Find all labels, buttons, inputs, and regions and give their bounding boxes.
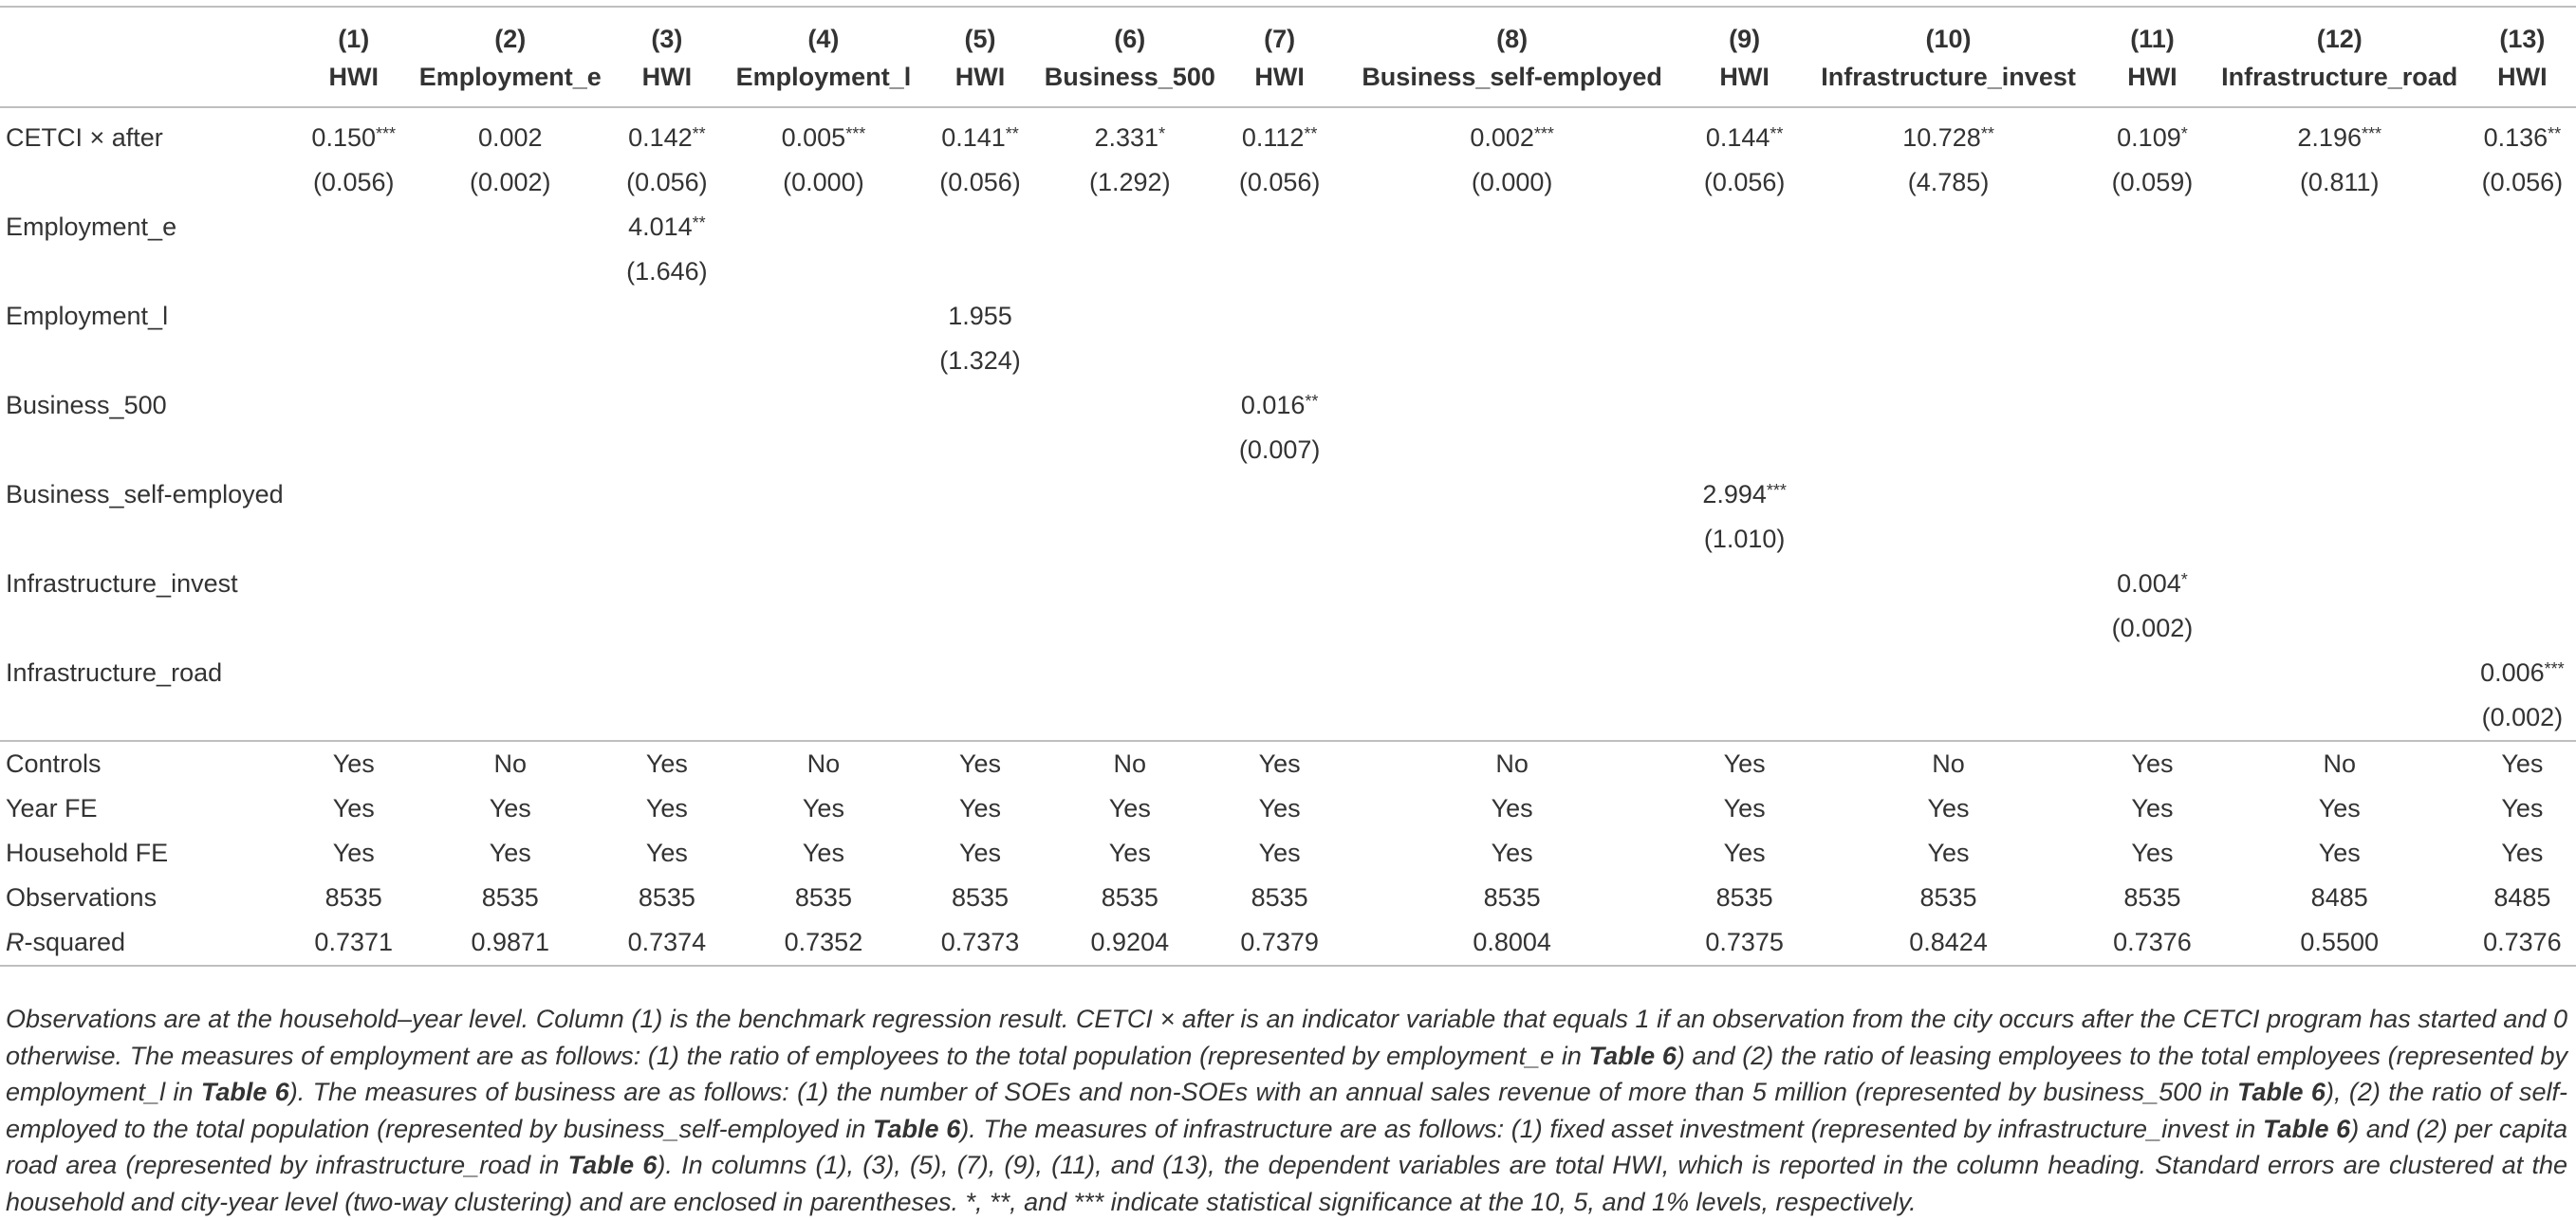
se-cell: (1.010) [1703,525,1786,553]
value-cell: 8535 [794,883,852,912]
table-row [0,920,2576,966]
table-row [0,294,2576,339]
table-row [0,517,2576,562]
coef-cell: 4.014** [628,213,706,241]
value-cell: Yes [1686,741,1803,786]
value-cell: 0.7352 [725,920,922,966]
value-cell: Yes [2469,741,2576,786]
se-cell: (0.000) [783,168,864,196]
value-cell: 0.7371 [295,920,412,966]
value-cell: Yes [1108,839,1151,867]
row-label: CETCI × after [6,123,163,152]
value-cell: 0.5500 [2211,920,2469,966]
se-cell: (0.056) [1703,168,1786,196]
value-cell: 8535 [951,883,1010,912]
table-row [0,428,2576,472]
dependent-variable: Employment_l [735,63,912,91]
table-row [0,786,2576,831]
table-row [0,205,2576,250]
table-reference: Table 6 [873,1114,961,1143]
row-label: Business_500 [6,391,167,419]
coef-cell: 2.331* [1094,123,1166,152]
se-cell: (0.002) [2111,614,2194,642]
column-number: (6) [1114,25,1146,53]
table-row [0,250,2576,294]
value-cell: 8535 [1483,883,1541,912]
value-cell: 8535 [324,883,382,912]
coef-cell: 0.136** [2483,123,2562,152]
value-cell: 0.7374 [609,920,726,966]
table-row [0,339,2576,383]
value-cell: Yes [2318,839,2361,867]
value-cell: Yes [332,839,375,867]
table-reference: Table 6 [567,1151,658,1179]
value-cell: Yes [2501,839,2544,867]
value-cell: Yes [645,839,688,867]
coef-cell: 0.142** [628,123,706,152]
se-cell: (0.056) [939,168,1021,196]
table-reference: Table 6 [2237,1078,2326,1106]
value-cell: Yes [1221,741,1338,786]
value-cell: No [1338,741,1687,786]
table-row [0,107,2576,160]
value-cell: Yes [802,794,844,823]
se-cell: (0.002) [470,168,551,196]
header-stub [0,55,295,107]
se-cell: (4.785) [1907,168,1990,196]
column-number: (8) [1496,25,1529,53]
value-cell: Yes [1258,794,1301,823]
dependent-variable: Infrastructure_road [2221,63,2458,91]
table-body [0,107,2576,966]
value-cell: Yes [489,839,531,867]
row-label: Employment_e [6,213,177,241]
value-cell: Yes [2131,794,2174,823]
value-cell: 8535 [1251,883,1308,912]
table-header [0,7,2576,107]
coef-cell: 0.006*** [2480,658,2565,687]
dependent-variable-row [0,55,2576,107]
row-label: Year FE [6,794,98,823]
column-number: (12) [2316,25,2363,53]
value-cell: 0.8004 [1338,920,1687,966]
coef-cell: 0.004* [2117,569,2188,598]
table-footnote: Observations are at the household–year level. Column (1) is the benchmark regression result. CETCI × after is an indicator variable that equals 1 if an observation from the city occurs after the CETCI program has started and 0 otherwise. The measures of employment are as follows: (1) the ratio of employees to the total population (represented by employment_e in Table 6) and (2) the ratio of leasing employees to the total employees (represented by employment_l in Table 6). The measures of business are as follows: (1) the number of SOEs and non-SOEs with an annual sales revenue of more than 5 million (represented by business_500 in Table 6), (2) the ratio of self-employed to the total population (represented by business_self-employed in Table 6). The measures of infrastructure are as follows: (1) fixed asset investment (represented by infrastructure_invest in Table 6) and (2) per capita road area (represented by infrastructure_road in Table 6). In columns (1), (3), (5), (7), (9), (11), and (13), the dependent variables are total HWI, which is reported in the column heading. Standard errors are clustered at the household and city-year level (two-way clustering) and are enclosed in parentheses. *, **, and *** indicate statistical significance at the 10, 5, and 1% levels, respectively. [6,1005,2567,1216]
column-number: (7) [1264,25,1296,53]
value-cell: Yes [609,741,726,786]
value-cell: Yes [958,794,1002,823]
column-number: (3) [651,25,683,53]
column-number: (10) [1925,25,1972,53]
value-cell: Yes [1927,794,1970,823]
dependent-variable: Business_500 [1044,63,1215,91]
column-number: (9) [1729,25,1761,53]
coef-cell: 0.150*** [311,123,397,152]
value-cell: 8485 [2310,883,2368,912]
value-cell: Yes [1108,794,1151,823]
value-cell: 8535 [1919,883,1977,912]
value-cell: Yes [295,741,412,786]
value-cell: 8535 [1101,883,1158,912]
row-label: Employment_l [6,302,169,330]
column-number: (2) [494,25,527,53]
se-cell: (0.056) [626,168,708,196]
coef-cell: 2.994*** [1702,480,1787,508]
se-cell: (0.811) [2299,168,2380,196]
dependent-variable: HWI [328,63,379,91]
value-cell: No [1803,741,2094,786]
se-cell: (1.292) [1089,168,1171,196]
coef-cell: 0.144** [1705,123,1784,152]
value-cell: No [412,741,609,786]
dependent-variable: HWI [954,63,1006,91]
column-number: (13) [2499,25,2546,53]
se-cell: (1.324) [939,346,1021,375]
coef-cell: 10.728** [1902,123,1994,152]
value-cell: 8535 [1715,883,1773,912]
dependent-variable: Employment_e [418,63,602,91]
value-cell: Yes [1258,839,1301,867]
value-cell: Yes [802,839,844,867]
column-number: (4) [807,25,840,53]
table-reference: Table 6 [1588,1041,1677,1070]
coef-cell: 0.141** [941,123,1019,152]
value-cell: Yes [922,741,1039,786]
value-cell: 8535 [638,883,695,912]
row-label: Observations [6,883,158,912]
table-row [0,606,2576,651]
value-cell: Yes [489,794,531,823]
value-cell: 8485 [2493,883,2551,912]
table-row [0,876,2576,920]
value-cell: 0.7379 [1221,920,1338,966]
table-reference: Table 6 [2262,1114,2351,1143]
table-reference: Table 6 [200,1078,289,1106]
regression-table [0,6,2576,967]
se-cell: (0.056) [312,168,395,196]
value-cell: Yes [645,794,688,823]
value-cell: Yes [2501,794,2544,823]
table-row [0,472,2576,517]
se-cell: (0.056) [1238,168,1321,196]
column-number-row [0,7,2576,55]
value-cell: Yes [2131,839,2174,867]
dependent-variable: Business_self-employed [1362,63,1662,91]
coef-cell: 0.005*** [781,123,866,152]
dependent-variable: HWI [2127,63,2178,91]
value-cell: 8535 [481,883,539,912]
table-row [0,741,2576,786]
se-cell: (0.002) [2481,703,2564,731]
column-number: (1) [338,25,370,53]
value-cell: Yes [1723,794,1766,823]
se-cell: (0.059) [2111,168,2194,196]
se-cell: (0.007) [1238,435,1321,464]
row-label: Household FE [6,839,169,867]
value-cell: 8535 [2123,883,2181,912]
value-cell: 0.7373 [922,920,1039,966]
coef-cell: 0.112** [1241,123,1318,152]
dependent-variable: Infrastructure_invest [1821,63,2076,91]
value-cell: No [1038,741,1221,786]
row-label: Business_self-employed [6,480,284,508]
value-cell: Yes [332,794,375,823]
table-row [0,651,2576,695]
dependent-variable: HWI [1719,63,1770,91]
value-cell: 0.8424 [1803,920,2094,966]
value-cell: Yes [1491,839,1533,867]
row-label: Controls [0,741,295,786]
coef-cell: 0.109* [2117,123,2188,152]
value-cell: Yes [1491,794,1533,823]
value-cell: Yes [958,839,1002,867]
row-label: Infrastructure_road [6,658,223,687]
se-cell: (0.000) [1471,168,1553,196]
value-cell: Yes [1927,839,1970,867]
column-number: (11) [2130,25,2175,53]
coef-cell: 2.196*** [2297,123,2381,152]
se-cell: (1.646) [626,257,708,286]
se-cell: (0.056) [2481,168,2564,196]
value-cell: 0.7375 [1686,920,1803,966]
table-row [0,160,2576,205]
table-row [0,383,2576,428]
value-cell: 0.9204 [1038,920,1221,966]
row-label: R-squared [0,920,295,966]
header-stub [0,7,295,55]
value-cell: No [2211,741,2469,786]
coef-cell: 0.002 [478,123,543,152]
dependent-variable: HWI [2497,63,2548,91]
value-cell: No [725,741,922,786]
table-row [0,562,2576,606]
value-cell: Yes [1723,839,1766,867]
value-cell: Yes [2318,794,2361,823]
coef-cell: 0.002*** [1470,123,1554,152]
dependent-variable: HWI [1254,63,1305,91]
table-row [0,831,2576,876]
dependent-variable: HWI [641,63,693,91]
value-cell: Yes [2094,741,2211,786]
coef-cell: 0.016** [1240,391,1319,419]
value-cell: 0.7376 [2469,920,2576,966]
row-label: Infrastructure_invest [6,569,238,598]
coef-cell: 1.955 [948,302,1012,330]
value-cell: 0.9871 [412,920,609,966]
table-row [0,695,2576,741]
column-number: (5) [964,25,996,53]
value-cell: 0.7376 [2094,920,2211,966]
